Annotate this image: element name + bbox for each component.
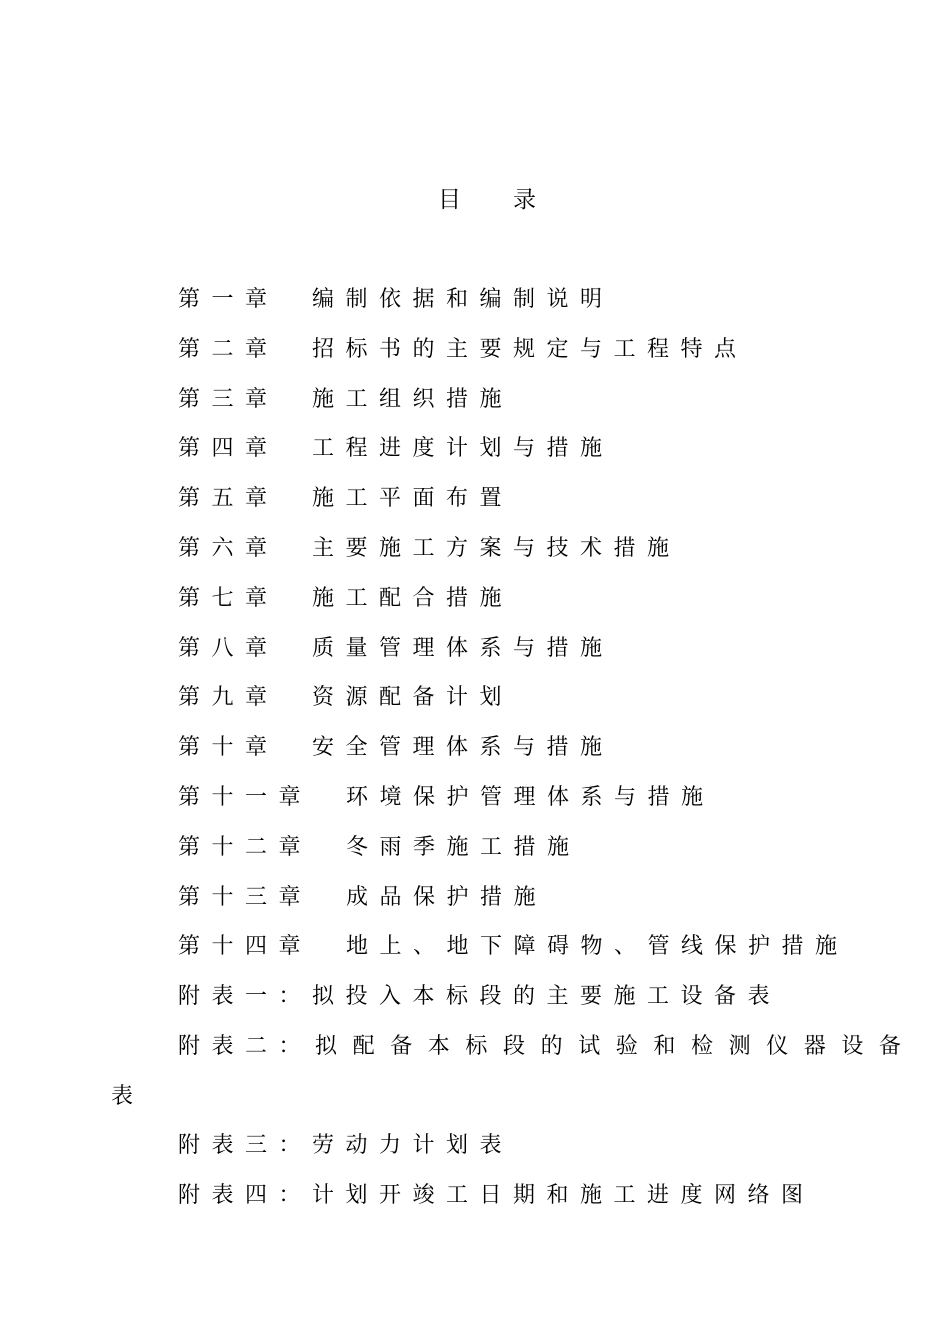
appendix-label: 附表三： [178, 1133, 313, 1158]
chapter-title: 编制依据和编制说明 [312, 287, 614, 312]
appendix-label: 附表二： [178, 1034, 313, 1059]
appendix-title: 劳动力计划表 [312, 1133, 514, 1158]
appendix-title: 计划开竣工日期和施工进度网络图 [312, 1183, 815, 1208]
chapter-label: 第十一章 [178, 785, 313, 810]
chapter-label: 第十三章 [178, 885, 313, 910]
chapter-title: 施工配合措施 [312, 586, 514, 611]
chapter-label: 第十二章 [178, 835, 313, 860]
chapter-label: 第四章 [178, 436, 279, 461]
chapter-label: 第九章 [178, 685, 279, 710]
chapter-title: 安全管理体系与措施 [312, 735, 614, 760]
chapter-title: 成品保护措施 [346, 885, 548, 910]
appendix-title: 拟配备本标段的试验和检测仪器设备 [315, 1034, 917, 1059]
chapter-label: 第三章 [178, 387, 279, 412]
toc-title-char-2: 录 [513, 187, 536, 213]
chapter-title: 资源配备计划 [312, 685, 514, 710]
toc-title-char-1: 目 [438, 187, 461, 213]
chapter-title: 环境保护管理体系与措施 [346, 785, 715, 810]
chapter-title: 地上、地下障碍物、管线保护措施 [346, 934, 849, 959]
chapter-label: 第六章 [178, 536, 279, 561]
chapter-label: 第二章 [178, 337, 279, 362]
chapter-title: 主要施工方案与技术措施 [312, 536, 681, 561]
chapter-label: 第五章 [178, 486, 279, 511]
chapter-label: 第十章 [178, 735, 279, 760]
chapter-title: 工程进度计划与措施 [312, 436, 614, 461]
chapter-title: 招标书的主要规定与工程特点 [312, 337, 748, 362]
appendix-label: 附表四： [178, 1183, 313, 1208]
appendix-title-continuation: 表 [111, 1084, 145, 1109]
chapter-title: 质量管理体系与措施 [312, 636, 614, 661]
chapter-title: 冬雨季施工措施 [346, 835, 581, 860]
appendix-label: 附表一： [178, 984, 313, 1009]
chapter-title: 施工组织措施 [312, 387, 514, 412]
chapter-label: 第十四章 [178, 934, 313, 959]
appendix-title: 拟投入本标段的主要施工设备表 [312, 984, 782, 1009]
chapter-label: 第七章 [178, 586, 279, 611]
chapter-label: 第一章 [178, 287, 279, 312]
chapter-label: 第八章 [178, 636, 279, 661]
chapter-title: 施工平面布置 [312, 486, 514, 511]
